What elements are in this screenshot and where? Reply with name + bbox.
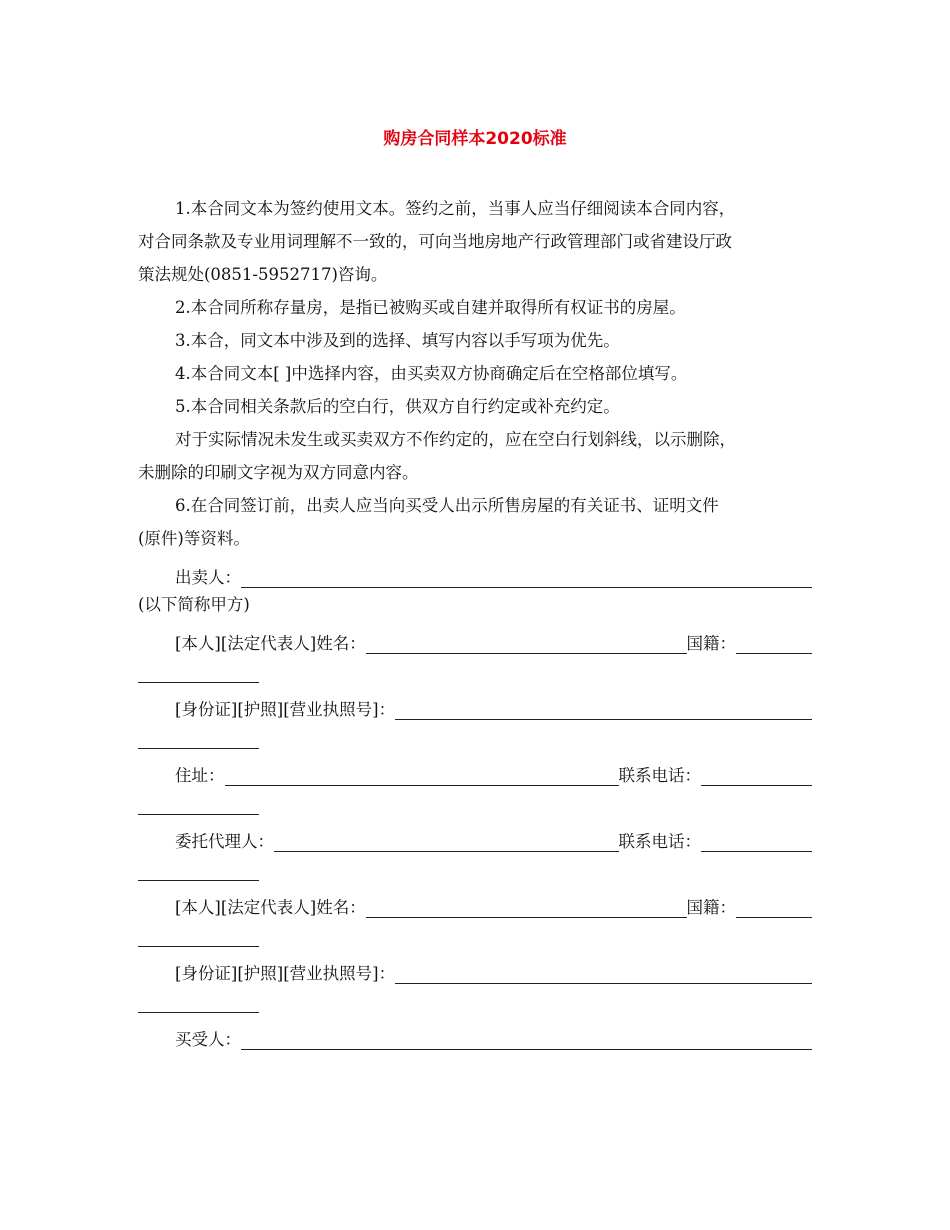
continuation-blank[interactable] [138, 880, 259, 881]
address-field [138, 753, 812, 786]
seller-name-field [138, 621, 812, 654]
blank-continuation [138, 984, 812, 1017]
agent-phone-blank[interactable] [701, 827, 812, 852]
seller-name-blank[interactable] [366, 629, 687, 654]
agent-id-field [138, 951, 812, 984]
seller-blank[interactable] [241, 563, 812, 588]
paragraph-6-line-1: 6.在合同签订前，出卖人应当向买受人出示所售房屋的有关证书、证明文件 [175, 496, 719, 515]
paragraph-5: 5.本合同相关条款后的空白行，供双方自行约定或补充约定。 [175, 397, 620, 416]
paragraph-4: 4.本合同文本[ ]中选择内容，由买卖双方协商确定后在空格部位填写。 [175, 364, 688, 383]
blank-continuation [138, 852, 812, 885]
seller-nationality-label: 国籍： [686, 634, 736, 653]
continuation-blank[interactable] [138, 946, 259, 947]
paragraph-1-line-3: 策法规处(0851-5952717)咨询。 [138, 265, 388, 284]
seller-id-field [138, 687, 812, 720]
seller-phone-label: 联系电话： [618, 766, 701, 785]
seller-name-label: [本人][法定代表人]姓名： [175, 634, 366, 653]
address-blank[interactable] [225, 761, 619, 786]
agent-name-field [138, 885, 812, 918]
seller-id-label: [身份证][护照][营业执照号]： [175, 700, 396, 719]
seller-phone-blank[interactable] [701, 761, 812, 786]
agent-blank[interactable] [274, 827, 619, 852]
paragraph-5b-line-1: 对于实际情况未发生或买卖双方不作约定的，应在空白行划斜线，以示删除， [175, 430, 736, 449]
blank-continuation [138, 786, 812, 819]
seller-label: 出卖人： [175, 568, 241, 587]
agent-phone-label: 联系电话： [618, 832, 701, 851]
seller-field [138, 555, 812, 588]
agent-id-label: [身份证][护照][营业执照号]： [175, 964, 396, 983]
agent-id-blank[interactable] [395, 959, 812, 984]
buyer-blank[interactable] [241, 1025, 812, 1050]
agent-nationality-blank[interactable] [736, 893, 812, 918]
paragraph-1-line-2: 对合同条款及专业用词理解不一致的，可向当地房地产行政管理部门或省建设厅政 [138, 232, 732, 251]
agent-label: 委托代理人： [175, 832, 274, 851]
paragraph-5b-line-2: 未删除的印刷文字视为双方同意内容。 [138, 463, 419, 482]
paragraph-3: 3.本合，同文本中涉及到的选择、填写内容以手写项为优先。 [175, 331, 620, 350]
agent-name-label: [本人][法定代表人]姓名： [175, 898, 366, 917]
buyer-field [138, 1017, 812, 1050]
paragraph-2: 2.本合同所称存量房，是指已被购买或自建并取得所有权证书的房屋。 [175, 298, 686, 317]
blank-continuation [138, 918, 812, 951]
continuation-blank[interactable] [138, 1012, 259, 1013]
seller-nationality-blank[interactable] [736, 629, 812, 654]
seller-note: (以下简称甲方) [138, 595, 250, 614]
paragraph-1-line-1: 1.本合同文本为签约使用文本。签约之前，当事人应当仔细阅读本合同内容， [175, 199, 736, 218]
buyer-label: 买受人： [175, 1030, 241, 1049]
blank-continuation [138, 720, 812, 753]
agent-nationality-label: 国籍： [686, 898, 736, 917]
address-label: 住址： [175, 766, 225, 785]
agent-name-blank[interactable] [366, 893, 687, 918]
continuation-blank[interactable] [138, 682, 259, 683]
document-title: 购房合同样本2020标准 [383, 129, 567, 149]
paragraph-6-line-2: (原件)等资料。 [138, 529, 250, 548]
document-body [138, 192, 812, 1050]
blank-continuation [138, 654, 812, 687]
agent-field [138, 819, 812, 852]
continuation-blank[interactable] [138, 748, 259, 749]
continuation-blank[interactable] [138, 814, 259, 815]
seller-id-blank[interactable] [395, 695, 812, 720]
